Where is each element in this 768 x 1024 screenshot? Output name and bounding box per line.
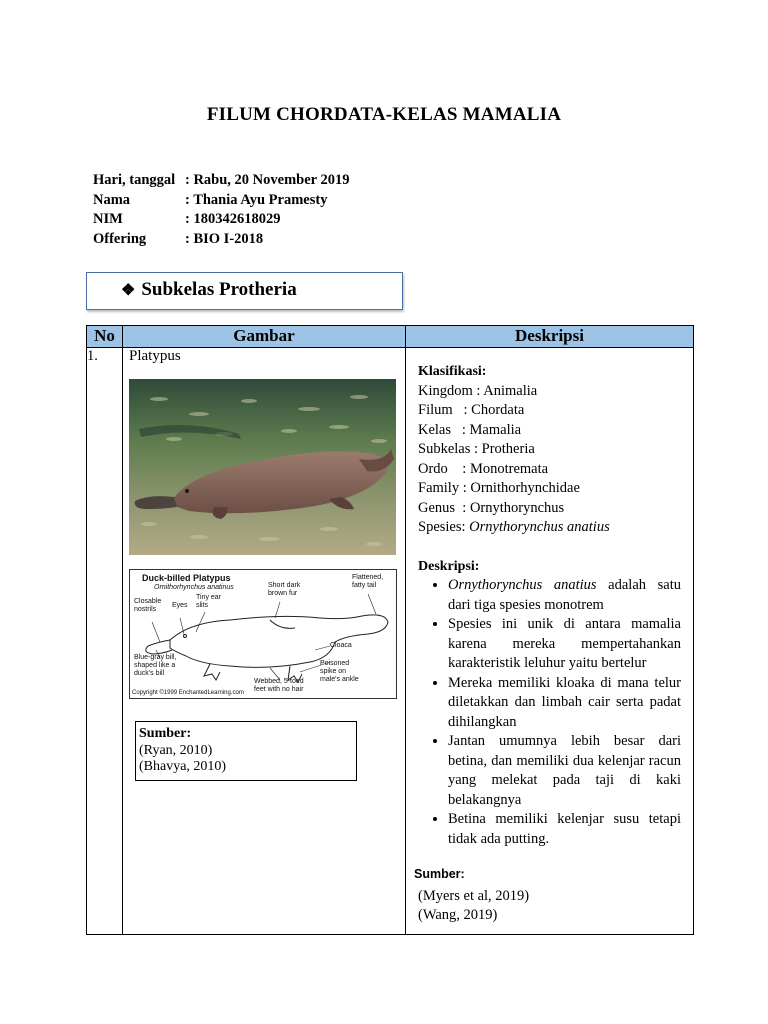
image-source-box (135, 721, 357, 781)
description-source-2: (Wang, 2019) (418, 907, 498, 923)
list-item: • Mereka memiliki kloaka di mana telur diletakkan dan limbah cair serta padat dihilangkan (448, 674, 681, 733)
diagram-label-cloaca: Cloaca (330, 642, 352, 649)
meta-row-nim: NIM : 180342618029 (93, 211, 281, 227)
subkelas-heading: Subkelas Protheria (141, 279, 297, 300)
header-deskripsi: Deskripsi (406, 326, 694, 348)
klasifikasi-family: Family : Ornithorhynchidae (418, 480, 580, 496)
diagram-subtitle: Ornithorhynchus anatinus (154, 584, 234, 591)
table-row (87, 348, 694, 935)
subkelas-heading-box (86, 272, 403, 310)
klasifikasi-kingdom: Kingdom : Animalia (418, 382, 538, 399)
klasifikasi-filum: Filum : Chordata (418, 402, 525, 418)
meta-row-offering: Offering : BIO I-2018 (93, 230, 264, 247)
image-source-label: Sumber: (139, 726, 192, 741)
list-item: • Spesies ini unik di antara mamalia karena mereka mempertahankan karakteristik leluhur yaitu bertelur (448, 615, 681, 674)
deskripsi-label: Deskripsi: (418, 558, 480, 574)
diagram-label-feet: Webbed, 5-toed feet with no hair (254, 678, 304, 693)
platypus-photo (129, 379, 396, 555)
diagram-label-eyes: Eyes (172, 602, 188, 609)
image-source-1: (Ryan, 2010) (139, 742, 213, 758)
identity-block (93, 171, 349, 249)
description-source-label: Sumber: (414, 867, 465, 881)
image-cell (123, 348, 406, 935)
diagram-copyright: Copyright ©1999 EnchantedLearning.com (132, 690, 244, 696)
klasifikasi-subkelas: Subkelas : Protheria (418, 441, 535, 457)
diagram-label-fur: Short dark brown fur (268, 582, 301, 597)
document-title: FILUM CHORDATA-KELAS MAMALIA (206, 104, 562, 125)
klasifikasi-spesies: Spesies: Ornythorynchus anatius (418, 519, 610, 535)
table-header-row (87, 326, 694, 348)
klasifikasi-genus: Genus : Ornythorynchus (418, 499, 565, 516)
list-item: • Ornythorynchus anatius adalah satu dari tiga spesies monotrem (448, 576, 681, 615)
diagram-label-tail: Flattened, fatty tail (352, 574, 384, 589)
specimen-table (86, 325, 694, 935)
klasifikasi-ordo: Ordo : Monotremata (418, 460, 549, 477)
row-number: 1. (87, 348, 123, 935)
header-no: No (87, 326, 123, 348)
description-source-1: (Myers et al, 2019) (418, 887, 530, 904)
klasifikasi-kelas: Kelas : Mamalia (418, 421, 522, 438)
description-cell (406, 348, 694, 935)
diamond-bullet-icon: ❖ (121, 282, 136, 299)
diagram-title: Duck-billed Platypus (142, 573, 231, 583)
animal-name: Platypus (129, 348, 181, 364)
deskripsi-list (418, 576, 681, 849)
platypus-diagram (129, 569, 397, 699)
list-item: • Betina memiliki kelenjar susu tetapi tidak ada putting. (448, 810, 681, 849)
diagram-label-spike: Poisoned spike on male's ankle (320, 660, 359, 683)
meta-row-name: Nama : Thania Ayu Pramesty (93, 191, 328, 208)
platypus-photo-illustration (129, 379, 396, 555)
diagram-label-nostrils: Closable nostrils (134, 598, 162, 613)
diagram-label-bill: Blue-gray bill, shaped like a duck's bill (134, 654, 177, 677)
header-gambar: Gambar (123, 326, 406, 348)
list-item: • Jantan umumnya lebih besar dari betina, dan memiliki dua kelenjar racun yang melekat pada taji di kaki belakangnya (448, 732, 681, 810)
klasifikasi-label: Klasifikasi: (418, 364, 487, 379)
diagram-label-ear: Tiny ear slits (196, 594, 222, 609)
meta-row-date: Hari, tanggal : Rabu, 20 November 2019 (93, 172, 350, 188)
image-source-2: (Bhavya, 2010) (139, 759, 227, 774)
